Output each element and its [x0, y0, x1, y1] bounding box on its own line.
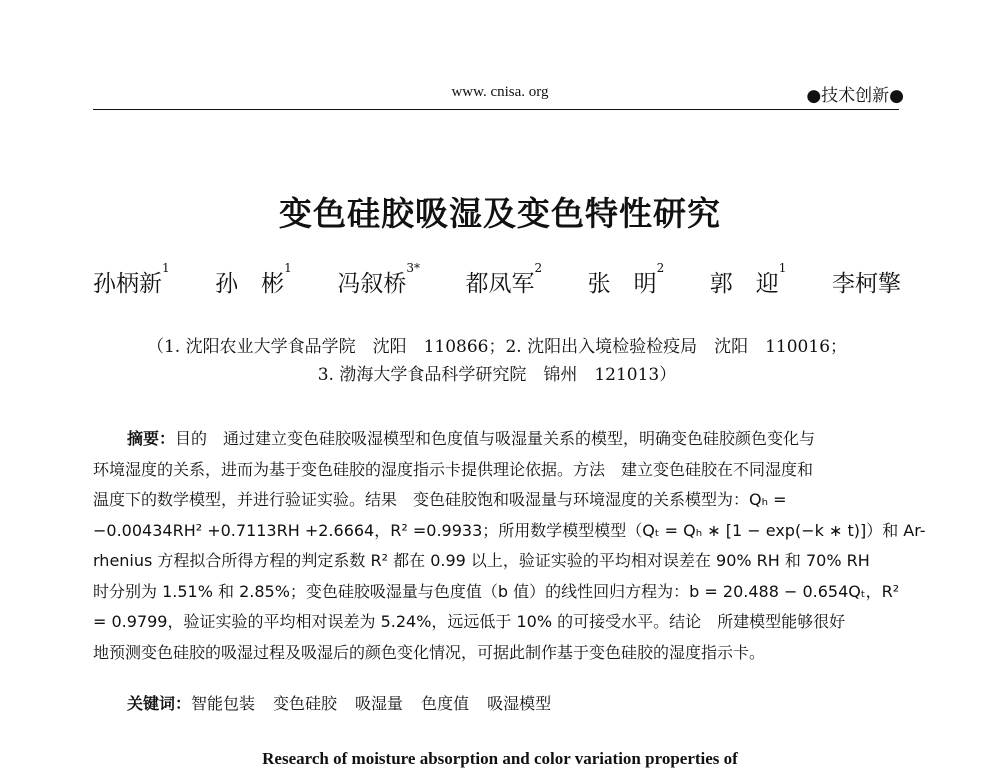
- author-list: [93, 261, 901, 298]
- keyword: 吸湿模型: [487, 694, 552, 713]
- keywords-label: 关键词：: [127, 694, 192, 713]
- author: 冯叙桥$^{3*}$: [337, 261, 420, 297]
- header-url: www. cnisa. org: [451, 84, 549, 100]
- abstract-line: 环境湿度的关系，进而为基于变色硅胶的湿度指示卡提供理论依据。方法 建立变色硅胶在不同湿度和: [93, 459, 814, 479]
- author: 孙 彬$^1$: [215, 261, 292, 297]
- affiliation-line-2: 3. 渤海大学食品科学研究院 锦州 121013）: [317, 365, 677, 385]
- abstract-line: 温度下的数学模型，并进行验证实验。结果 变色硅胶饱和吸湿量与环境湿度的关系模型为：Qₕ =: [93, 490, 787, 509]
- abstract-line: 地预测变色硅胶的吸湿过程及吸湿后的颜色变化情况，可据此制作基于变色硅胶的湿度指示卡。: [93, 642, 766, 662]
- keywords: [127, 691, 569, 714]
- author: 郭 迎$^1$: [709, 261, 787, 297]
- header-section-label: ●技术创新●: [806, 86, 904, 106]
- affiliation-line-1: （1. 沈阳农业大学食品学院 沈阳 110866；2. 沈阳出入境检验检疫局 沈阳 110016；: [146, 337, 848, 357]
- author: 李柯擎: [831, 271, 901, 297]
- paper-title: 变色硅胶吸湿及变色特性研究: [279, 194, 721, 233]
- header-rule: [93, 109, 899, 110]
- author: 张 明$^2$: [587, 261, 665, 297]
- keyword: 智能包装: [191, 694, 256, 713]
- abstract-line: = 0.9799，验证实验的平均相对误差为 5.24%，远远低于 10% 的可接受水平。结论 所建模型能够很好: [93, 612, 846, 631]
- keyword: 变色硅胶: [273, 694, 338, 713]
- abstract: [93, 424, 926, 668]
- keyword: 吸湿量: [355, 694, 404, 713]
- abstract-line: −0.00434RH² +0.7113RH +2.6664，R² =0.9933；所用数学模型模型（Qₜ = Qₕ ∗ [1 − exp(−k ∗ t)]）和 Ar-: [93, 520, 926, 540]
- keyword: 色度值: [421, 694, 470, 713]
- abstract-line: rhenius 方程拟合所得方程的判定系数 R² 都在 0.99 以上，验证实验的平均相对误差在 90% RH 和 70% RH: [93, 551, 870, 570]
- abstract-label: 摘要：: [127, 429, 176, 448]
- author: 孙柄新$^1$: [93, 261, 170, 297]
- abstract-line: 时分别为 1.51% 和 2.85%；变色硅胶吸湿量与色度值（b 值）的线性回归方程为：b = 20.488 − 0.654Qₜ，R²: [93, 581, 900, 601]
- abstract-line: 摘要：目的 通过建立变色硅胶吸湿模型和色度值与吸湿量关系的模型，明确变色硅胶颜色变化与: [127, 429, 816, 448]
- english-title: Research of moisture absorption and color variation properties of: [262, 749, 738, 768]
- affiliations: [93, 333, 901, 389]
- author: 都凤军$^2$: [465, 261, 543, 297]
